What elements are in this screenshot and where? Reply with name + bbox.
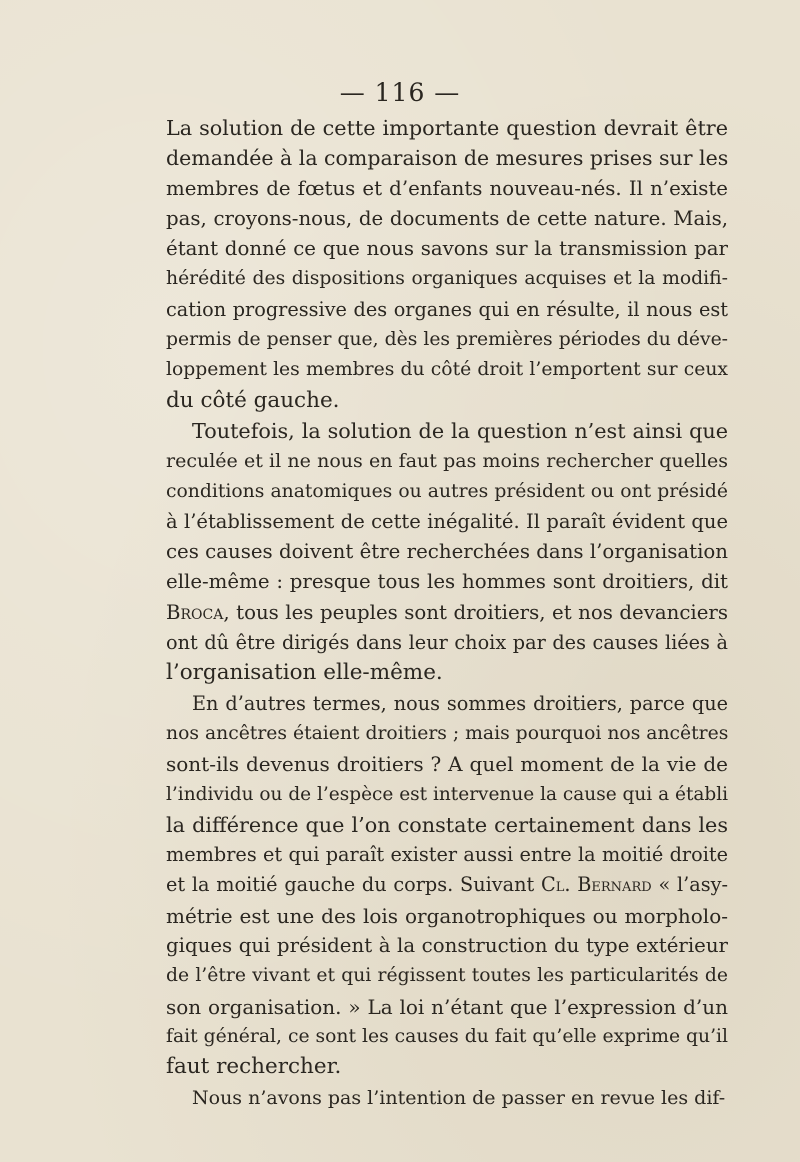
text-line	[166, 870, 728, 900]
text-line: loppement les membres du côté droit l’emportent sur ceux	[166, 359, 728, 381]
text-line: à l’établissement de cette inégalité. Il paraît évident que	[166, 509, 728, 533]
paragraph	[166, 689, 728, 1083]
text-line: membres de fœtus et d’enfants nouveau-nés. Il n’existe	[166, 176, 728, 200]
text-line: permis de penser que, dès les premières périodes du déve-	[166, 329, 728, 351]
text-line: du côté gauche.	[166, 387, 340, 413]
text-line: nos ancêtres étaient droitiers ; mais pourquoi nos ancêtres	[166, 722, 729, 744]
text-line: sont-ils devenus droitiers ? A quel moment de la vie de	[166, 752, 728, 777]
author-name-smallcaps: Broca	[166, 600, 224, 624]
line-text-before: et la moitié gauche du corps. Suivant	[166, 873, 542, 897]
author-name-smallcaps: Cl. Bernard	[541, 873, 652, 897]
text-line: ces causes doivent être recherchées dans l’organisation	[166, 540, 728, 564]
text-line: métrie est une des lois organotrophiques ou morpholo-	[166, 903, 728, 928]
paragraph	[166, 416, 728, 689]
text-line: fait général, ce sont les causes du fait qu’elle exprime qu’il	[166, 1025, 729, 1047]
text-line: giques qui président à la construction du type extérieur	[166, 934, 728, 958]
text-line: Nous n’avons pas l’intention de passer en revue les dif-	[192, 1086, 726, 1109]
text-line: La solution de cette importante question devrait être	[166, 116, 728, 140]
text-line: Toutefois, la solution de la question n’est ainsi que	[192, 418, 728, 443]
paragraph	[166, 1083, 728, 1113]
text-line: ont dû être dirigés dans leur choix par des causes liées à	[166, 631, 728, 655]
text-line: l’individu ou de l’espèce est intervenue la cause qui a établi	[166, 783, 729, 805]
text-line: reculée et il ne nous en faut pas moins rechercher quelles	[166, 450, 728, 473]
line-text-after: , tous les peuples sont droitiers, et nos devanciers	[223, 600, 728, 624]
text-line: étant donné ce que nous savons sur la transmission par	[166, 237, 728, 261]
text-line: membres et qui paraît exister aussi entre la moitié droite	[166, 843, 728, 867]
line-text-after: « l’asy-	[651, 873, 728, 897]
text-line: l’organisation elle-même.	[166, 660, 443, 686]
text-line: la différence que l’on constate certainement dans les	[166, 812, 728, 837]
text-line: cation progressive des organes qui en résulte, il nous est	[166, 297, 728, 321]
text-line	[166, 598, 728, 628]
text-line: elle-même : presque tous les hommes sont droitiers, dit	[166, 570, 728, 594]
text-line: hérédité des dispositions organiques acquises et la modifi-	[166, 268, 728, 290]
text-line: faut rechercher.	[166, 1054, 342, 1080]
text-line: demandée à la comparaison de mesures prises sur les	[166, 146, 729, 171]
body-text	[166, 113, 728, 1113]
text-line: son organisation. » La loi n’étant que l’expression d’un	[166, 994, 728, 1019]
text-line: pas, croyons-nous, de documents de cette nature. Mais,	[166, 206, 728, 230]
page-number: — 116 —	[339, 78, 461, 107]
text-line: En d’autres termes, nous sommes droitiers, parce que	[192, 691, 728, 715]
paragraph	[166, 113, 728, 416]
text-line: de l’être vivant et qui régissent toutes les particularités de	[166, 965, 728, 987]
text-line: conditions anatomiques ou autres président ou ont présidé	[166, 480, 728, 502]
